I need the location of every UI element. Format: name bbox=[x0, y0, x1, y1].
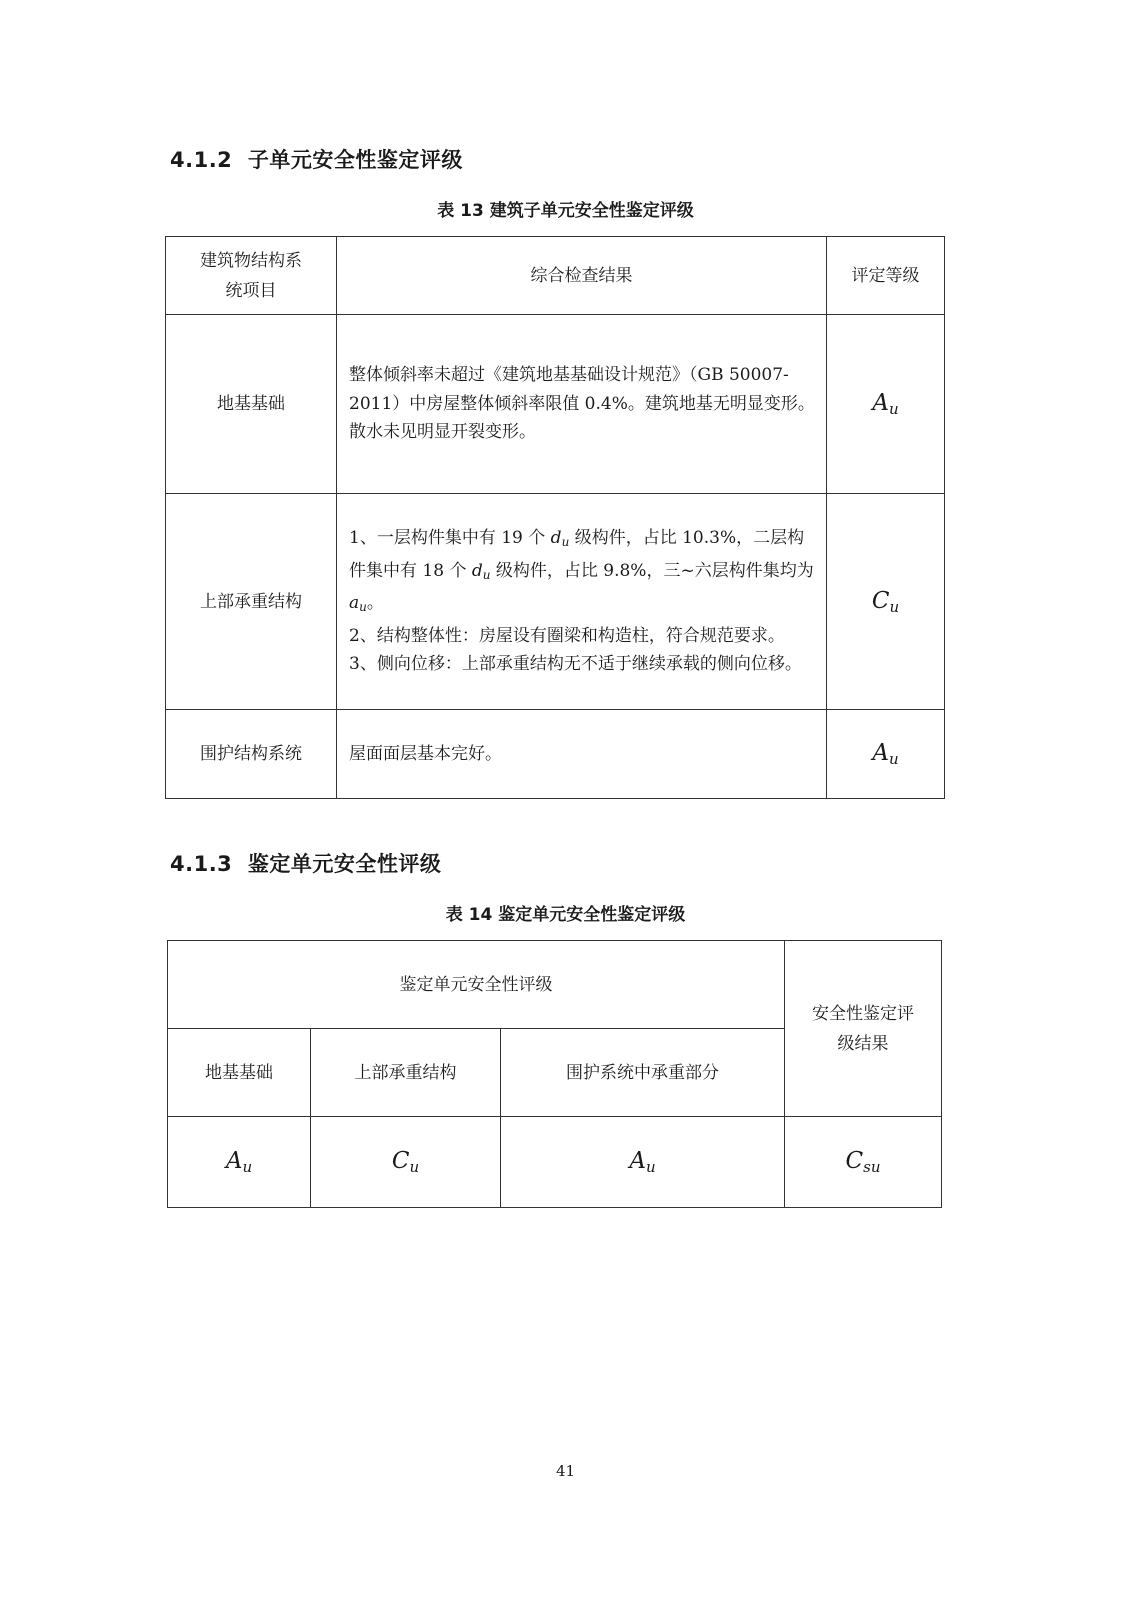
result-line: 整体倾斜率未超过《建筑地基基础设计规范》（GB 50007-2011）中房屋整体倾斜率限值 0.4%。建筑地基无明显变形。 bbox=[349, 365, 815, 414]
row-result bbox=[337, 315, 827, 494]
table-row bbox=[168, 1117, 942, 1208]
row-result bbox=[337, 494, 827, 710]
row-item: 地基基础 bbox=[166, 315, 337, 494]
row-item: 上部承重结构 bbox=[166, 494, 337, 710]
row-item: 围护结构系统 bbox=[166, 710, 337, 799]
table-header-row bbox=[168, 941, 942, 1029]
group-header: 鉴定单元安全性评级 bbox=[168, 941, 785, 1029]
result-line: 屋面面层基本完好。 bbox=[349, 743, 502, 764]
table-13 bbox=[165, 236, 945, 799]
row-grade: $C_u$ bbox=[827, 494, 945, 710]
row-grade: $A_u$ bbox=[827, 710, 945, 799]
page-number: 41 bbox=[555, 1462, 576, 1480]
section-heading-4-1-3 bbox=[170, 848, 441, 878]
header-result: 综合检查结果 bbox=[337, 237, 827, 315]
header-item: 建筑物结构系统项目 bbox=[166, 237, 337, 315]
section-number: 4.1.3 bbox=[170, 852, 233, 876]
grade-enclosure: $A_u$ bbox=[501, 1117, 785, 1208]
row-result bbox=[337, 710, 827, 799]
table-row bbox=[166, 315, 945, 494]
table-13-caption: 表 13 建筑子单元安全性鉴定评级 bbox=[437, 201, 694, 221]
subheader-foundation: 地基基础 bbox=[168, 1029, 311, 1117]
table-row bbox=[166, 710, 945, 799]
section-heading-4-1-2 bbox=[170, 144, 463, 174]
result-line: 1、一层构件集中有 19 个 $d_u$ 级构件，占比 10.3%，二层构件集中有 18 个 $d_u$ 级构件，占比 9.8%，三~六层构件集均为 $a_u$。 bbox=[349, 528, 814, 615]
subheader-enclosure: 围护系统中承重部分 bbox=[501, 1029, 785, 1117]
grade-foundation: $A_u$ bbox=[168, 1117, 311, 1208]
table-header-row bbox=[166, 237, 945, 315]
header-grade: 评定等级 bbox=[827, 237, 945, 315]
section-title: 鉴定单元安全性评级 bbox=[247, 852, 442, 876]
row-grade: $A_u$ bbox=[827, 315, 945, 494]
result-line: 2、结构整体性：房屋设有圈梁和构造柱，符合规范要求。 bbox=[349, 625, 785, 646]
subheader-superstructure: 上部承重结构 bbox=[311, 1029, 501, 1117]
result-line: 散水未见明显开裂变形。 bbox=[349, 422, 536, 443]
result-header: 安全性鉴定评级结果 bbox=[785, 941, 942, 1117]
table-14 bbox=[167, 940, 942, 1208]
grade-superstructure: $C_u$ bbox=[311, 1117, 501, 1208]
section-number: 4.1.2 bbox=[170, 148, 233, 172]
table-row bbox=[166, 494, 945, 710]
result-line: 3、侧向位移：上部承重结构无不适于继续承载的侧向位移。 bbox=[349, 654, 802, 675]
table-14-caption: 表 14 鉴定单元安全性鉴定评级 bbox=[445, 905, 686, 925]
grade-result: $C_{su}$ bbox=[785, 1117, 942, 1208]
section-title: 子单元安全性鉴定评级 bbox=[247, 148, 463, 172]
